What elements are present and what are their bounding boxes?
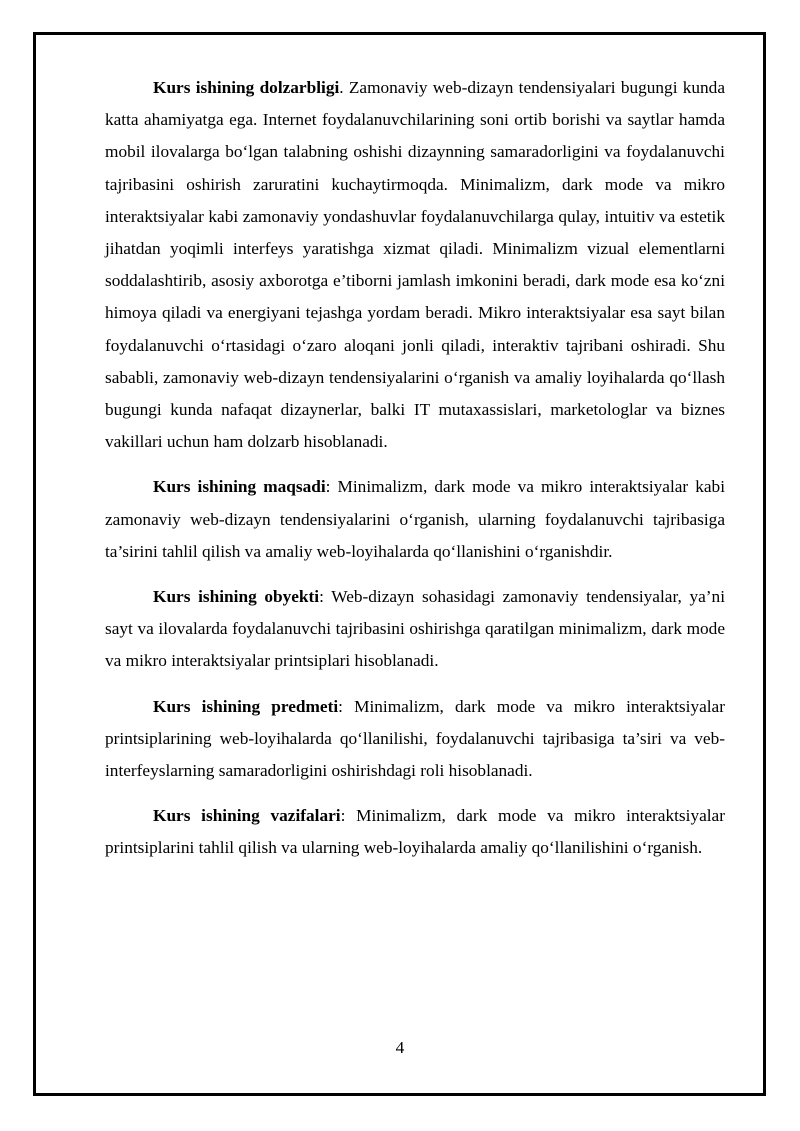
page-number: 4 (395, 1038, 405, 1057)
paragraph-text: Minimalizm, dark mode va mikro interaktsiyalar printsiplarini tahlil qilish va ularning web-loyihalarda amaliy qo‘llanilishini o‘rganish. (105, 806, 725, 858)
heading-separator: . (339, 78, 349, 97)
paragraph-text: Zamonaviy web-dizayn tendensiyalari bugungi kunda katta ahamiyatga ega. Internet foydalanuvchilarining soni ortib borishi va saytlar hamda mobil ilovalarga bo‘lgan talabning oshishi dizaynning samaradorligini va foydalanuvchi tajribasini oshirish zaruratini kuchaytirmoqda. Minimalizm, dark mode va mikro interaktsiyalar kabi zamonaviy yondashuvlar foydalanuvchilarga qulay, intuitiv va estetik jihatdan yoqimli interfeys yaratishga xizmat qiladi. Minimalizm vizual elementlarni soddalashtirib, asosiy axborotga e’tiborni jamlash imkonini beradi, dark mode esa ko‘zni himoya qiladi va energiyani tejashga yordam beradi. Mikro interaktsiyalar esa sayt bilan foydalanuvchi o‘rtasidagi o‘zaro aloqani jonli qiladi, interaktiv tajribani oshiradi. Shu sababli, zamonaviy web-dizayn tendensiyalarini o‘rganish va amaliy loyihalarda qo‘llash bugungi kunda nafaqat dizaynerlar, balki IT mutaxassislari, marketologlar va biznes vakillari uchun ham dolzarb hisoblanadi. (105, 78, 725, 452)
paragraph-subject (105, 691, 725, 788)
paragraph-relevance (105, 72, 725, 458)
heading-separator: : (325, 477, 338, 497)
paragraph-object (105, 581, 725, 678)
paragraph-heading: Kurs ishining maqsadi (153, 477, 326, 497)
paragraph-tasks (105, 800, 725, 864)
paragraph-text: Minimalizm, dark mode va mikro interaktsiyalar kabi zamonaviy web-dizayn tendensiyalarini o‘rganish, ularning foydalanuvchi tajribasiga ta’sirini tahlil qilish va amaliy web-loyihalarda qo‘llanishini o‘rganishdir. (105, 477, 726, 561)
paragraph-goal (105, 471, 725, 568)
paragraph-text: Minimalizm, dark mode va mikro interaktsiyalar printsiplarining web-loyihalarda qo‘llanilishi, foydalanuvchi tajribasiga ta’siri va veb-interfeyslarning samaradorligini oshirishdagi roli hisoblanadi. (105, 696, 725, 781)
heading-separator: : (319, 587, 332, 607)
paragraph-heading: Kurs ishining obyekti (153, 587, 320, 607)
paragraph-heading: Kurs ishining vazifalari (153, 806, 341, 826)
paragraph-text: Web-dizayn sohasidagi zamonaviy tendensiyalar, ya’ni sayt va ilovalarda foydalanuvchi tajribasini oshirishga qaratilgan minimalizm, dark mode va mikro interaktsiyalar printsiplari hisoblanadi. (105, 587, 726, 671)
document-body (105, 72, 725, 878)
heading-separator: : (340, 806, 357, 826)
paragraph-heading: Kurs ishining predmeti (153, 696, 339, 716)
heading-separator: : (338, 696, 355, 716)
paragraph-heading: Kurs ishining dolzarbligi (153, 78, 340, 97)
